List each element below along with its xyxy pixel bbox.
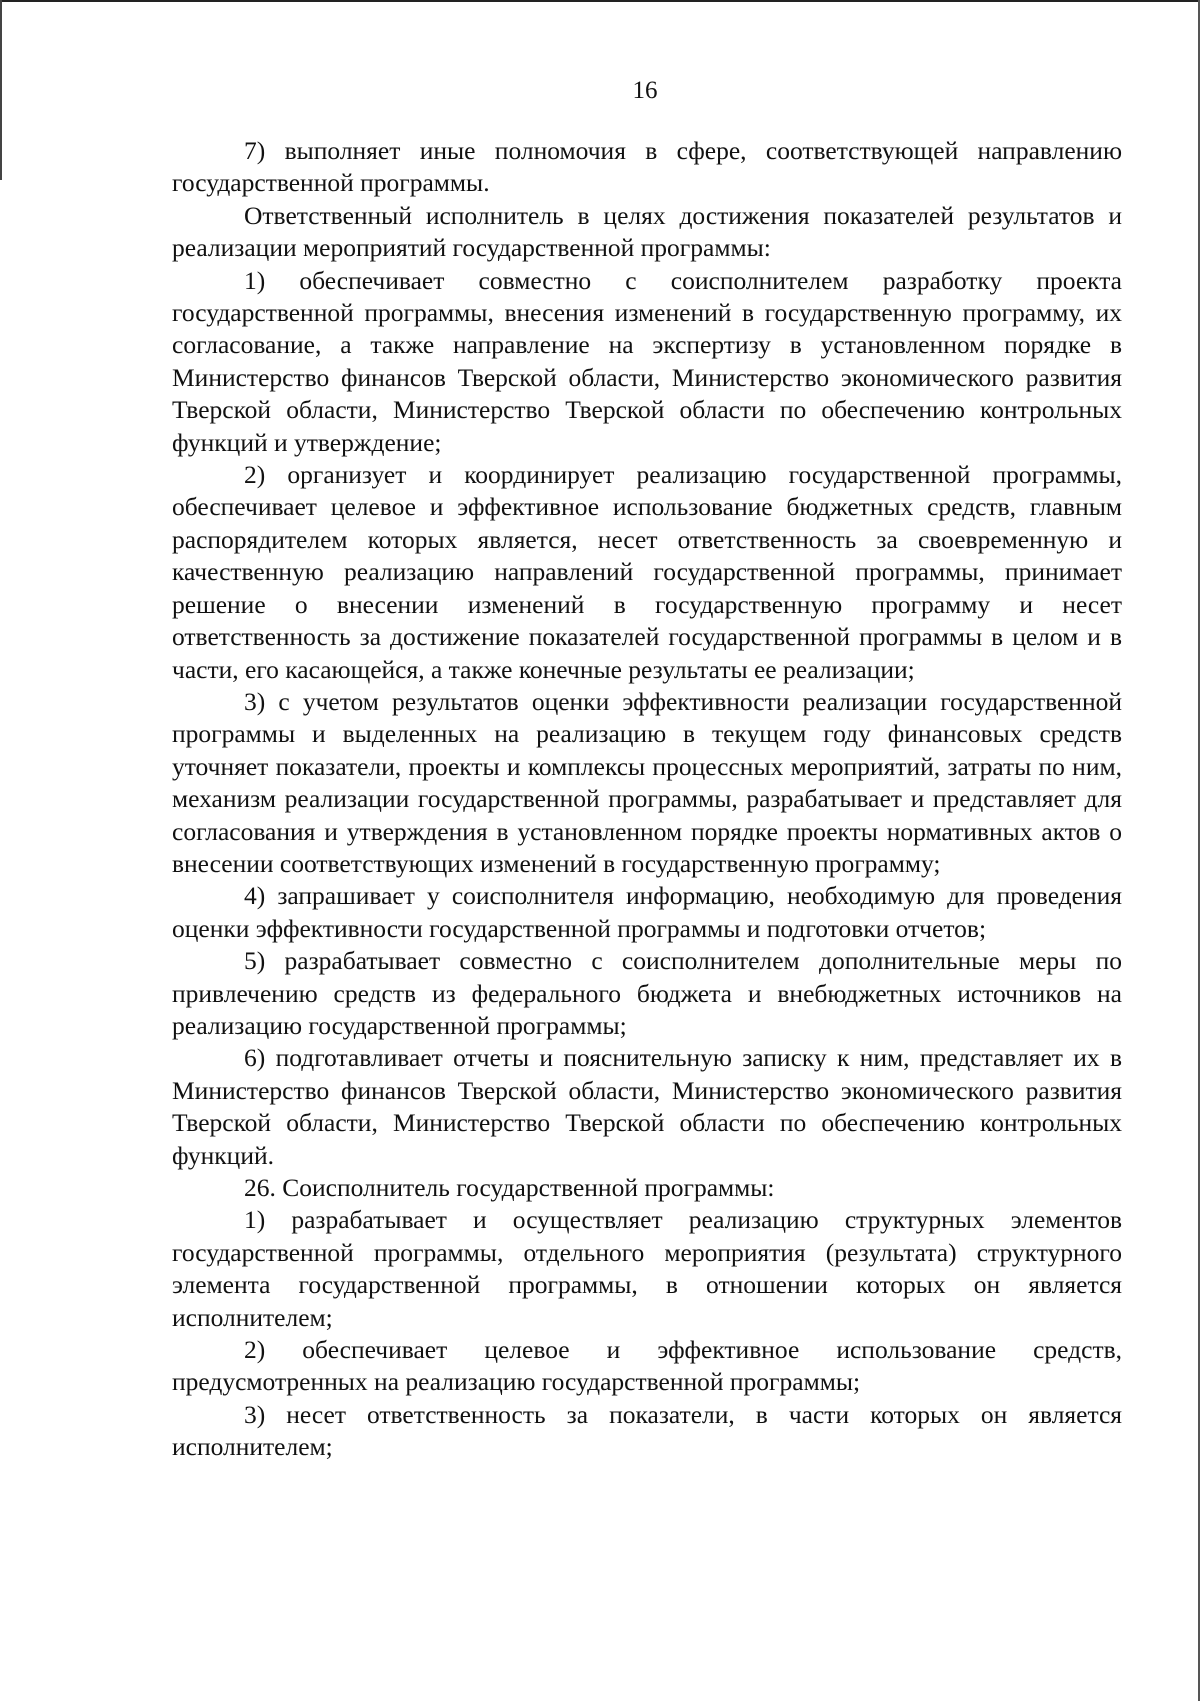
paragraph: 2) обеспечивает целевое и эффективное использование средств, предусмотренных на реализацию государственной программы;: [172, 1335, 1122, 1397]
paragraph: 3) несет ответственность за показатели, в части которых он является исполнителем;: [172, 1399, 1122, 1462]
paragraph: 4) запрашивает у соисполнителя информацию, необходимую для проведения оценки эффективности государственной программы и подготовки отчетов;: [172, 881, 1122, 943]
scan-border-top: [0, 0, 1200, 2]
paragraph: 2) организует и координирует реализацию государственной программы, обеспечивает целевое и эффективное использование бюджетных средств, главным распорядителем которых является, несет ответственность за своевременную и качественную реализацию направлений государственной программы, принимает решение о внесении изменений в государственную программу и несет ответственность за достижение показателей государственной программы в целом и в части, его касающейся, а также конечные результаты ее реализации;: [172, 460, 1122, 684]
paragraph: 6) подготавливает отчеты и пояснительную записку к ним, представляет их в Министерство финансов Тверской области, Министерство экономического развития Тверской области, Министерство Тверской области по обеспечению контрольных функций.: [172, 1043, 1122, 1170]
paragraph: 26. Соисполнитель государственной программы:: [244, 1173, 775, 1202]
document-body: [172, 135, 1122, 1464]
paragraph: 7) выполняет иные полномочия в сфере, соответствующей направлению государственной программы.: [172, 136, 1122, 198]
page-number: 16: [632, 77, 658, 104]
paragraph: 1) обеспечивает совместно с соисполнителем разработку проекта государственной программы, внесения изменений в государственную программу, их согласование, а также направление на экспертизу в установленном порядке в Министерство финансов Тверской области, Министерство экономического развития Тверской области, Министерство Тверской области по обеспечению контрольных функций и утверждение;: [172, 265, 1122, 457]
paragraph: 5) разрабатывает совместно с соисполнителем дополнительные меры по привлечению средств из федерального бюджета и внебюджетных источников на реализацию государственной программы;: [172, 946, 1122, 1040]
paragraph: 3) с учетом результатов оценки эффективности реализации государственной программы и выделенных на реализацию в текущем году финансовых средств уточняет показатели, проекты и комплексы процессных мероприятий, затраты по ним, механизм реализации государственной программы, разрабатывает и представляет для согласования и утверждения в установленном порядке проекты нормативных актов о внесении соответствующих изменений в государственную программу;: [172, 686, 1122, 878]
paragraph: 1) разрабатывает и осуществляет реализацию структурных элементов государственной программы, отдельного мероприятия (результата) структурного элемента государственной программы, в отношении которых он является исполнителем;: [172, 1205, 1122, 1332]
paragraph: Ответственный исполнитель в целях достижения показателей результатов и реализации мероприятий государственной программы:: [172, 200, 1122, 263]
